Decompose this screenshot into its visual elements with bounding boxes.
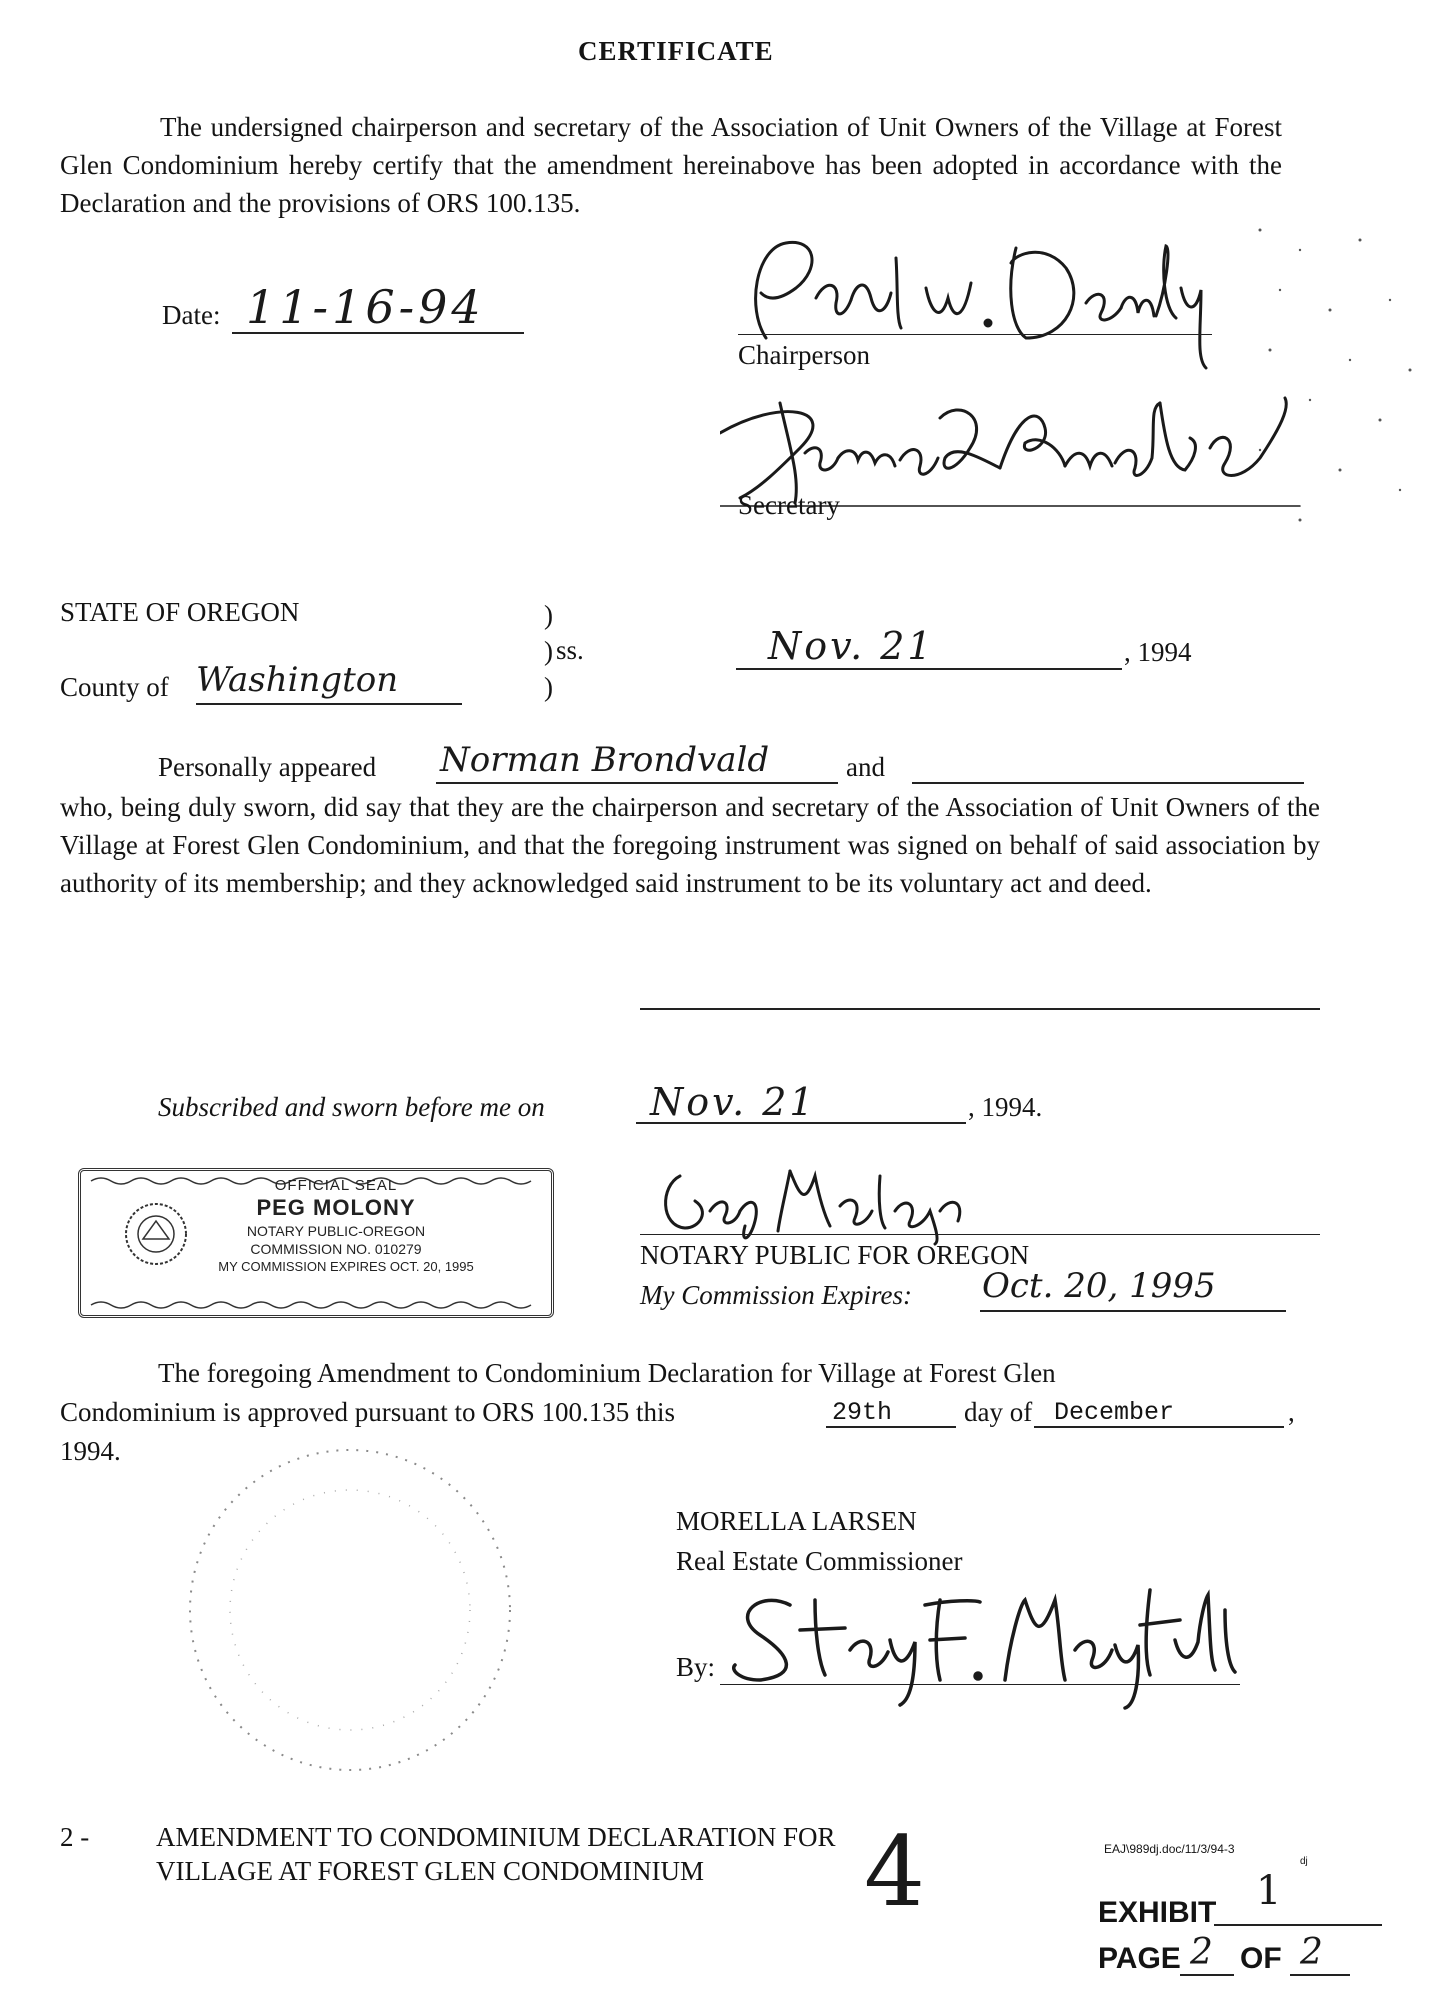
notary-title: NOTARY PUBLIC FOR OREGON: [640, 1240, 1030, 1270]
approval-year: 1994.: [60, 1436, 121, 1466]
appeared-label: Personally appeared: [158, 752, 377, 782]
subscribed-label: Subscribed and sworn before me on: [158, 1092, 545, 1122]
appeared-line: [436, 782, 838, 784]
scan-speckle: [1240, 210, 1440, 550]
chairperson-line: [738, 334, 1212, 335]
notary-date-handwritten: Nov. 21: [768, 624, 935, 668]
approval-line-1: The foregoing Amendment to Condominium Declaration for Village at Forest Glen: [158, 1358, 1056, 1388]
seal-line-5: MY COMMISSION EXPIRES OCT. 20, 1995: [218, 1259, 474, 1274]
state-embossed-seal: [150, 1440, 550, 1780]
state-label: STATE OF OREGON: [60, 597, 300, 627]
approval-month-line: [1034, 1426, 1284, 1428]
paren-2: ): [544, 636, 553, 666]
approval-line-2a: Condominium is approved pursuant to ORS 100.135 this: [60, 1397, 676, 1427]
commission-label: My Commission Expires:: [640, 1280, 912, 1310]
county-label: County of: [60, 672, 169, 702]
date-handwritten: 11-16-94: [246, 280, 485, 334]
notary-year: , 1994: [1124, 637, 1192, 667]
footer-page-number: 2 -: [60, 1822, 90, 1852]
ss-label: ss.: [556, 635, 584, 665]
notary-seal-stamp: [78, 1168, 554, 1318]
footer-handwritten-number: 4: [864, 1816, 926, 1928]
notary-signature-line: [640, 1234, 1320, 1235]
commission-line: [980, 1310, 1286, 1312]
certificate-paragraph: The undersigned chairperson and secretary of the Association of Unit Owners of the Village at Forest Glen Condominium hereby certify that the amendment hereinabove has been adopted in accordance with the Declaration and the provisions of ORS 100.135.: [60, 112, 1282, 218]
notary-date-line: [736, 668, 1122, 670]
commissioner-title: Real Estate Commissioner: [676, 1546, 963, 1576]
exhibit-value: 1: [1256, 1868, 1282, 1914]
of-line: [1290, 1974, 1350, 1976]
notary-signature-blank-line: [640, 1008, 1320, 1010]
commission-handwritten: Oct. 20, 1995: [982, 1266, 1216, 1306]
by-label: By:: [676, 1652, 716, 1682]
exhibit-line: [1214, 1924, 1382, 1926]
page-value: 2: [1190, 1932, 1213, 1973]
subscribed-year: , 1994.: [968, 1092, 1043, 1122]
commissioner-signature: [720, 1580, 1260, 1710]
commissioner-name: MORELLA LARSEN: [676, 1506, 917, 1536]
footer-title-line-1: AMENDMENT TO CONDOMINIUM DECLARATION FOR: [156, 1822, 836, 1852]
secretary-label: Secretary: [738, 490, 840, 520]
date-label: Date:: [162, 300, 221, 330]
approval-day: 29th: [832, 1398, 893, 1427]
subscribed-date-handwritten: Nov. 21: [650, 1080, 817, 1124]
footer-file-ref-sub: dj: [1300, 1856, 1308, 1867]
exhibit-label: EXHIBIT: [1098, 1896, 1217, 1929]
footer-title-line-2: VILLAGE AT FOREST GLEN CONDOMINIUM: [156, 1856, 705, 1886]
seal-line-3: NOTARY PUBLIC-OREGON: [246, 1223, 426, 1239]
approval-month: December: [1054, 1398, 1175, 1427]
notary-signature: [640, 1156, 980, 1246]
approval-line-2b: day of: [964, 1397, 1033, 1427]
seal-line-1: OFFICIAL SEAL: [274, 1177, 398, 1194]
certificate-title: CERTIFICATE: [578, 36, 774, 66]
page-line: [1180, 1974, 1234, 1976]
approval-day-line: [826, 1426, 956, 1428]
and-label: and: [846, 752, 885, 782]
paren-1: ): [544, 600, 553, 630]
of-value: 2: [1300, 1932, 1323, 1973]
seal-line-2: PEG MOLONY: [256, 1195, 416, 1220]
page-label: PAGE: [1098, 1942, 1181, 1975]
county-line: [196, 703, 462, 705]
appeared-name-handwritten: Norman Brondvald: [440, 740, 770, 780]
footer-file-ref: EAJ\989dj.doc/11/3/94-3: [1104, 1842, 1235, 1856]
county-handwritten: Washington: [196, 660, 399, 700]
approval-comma: ,: [1288, 1397, 1295, 1427]
notary-paragraph: who, being duly sworn, did say that they are the chairperson and secretary of the Association of Unit Owners of the Village at Forest Glen Condominium, and that the foregoing instrument was signed on behalf of said association by authority of its membership; and they acknowledged said instrument to be its voluntary act and deed.: [60, 792, 1320, 898]
subscribed-date-line: [636, 1122, 966, 1124]
chairperson-label: Chairperson: [738, 340, 870, 370]
paren-3: ): [544, 672, 553, 702]
of-label: OF: [1240, 1942, 1282, 1975]
second-appeared-line: [912, 782, 1304, 784]
seal-line-4: COMMISSION NO. 010279: [250, 1241, 422, 1257]
